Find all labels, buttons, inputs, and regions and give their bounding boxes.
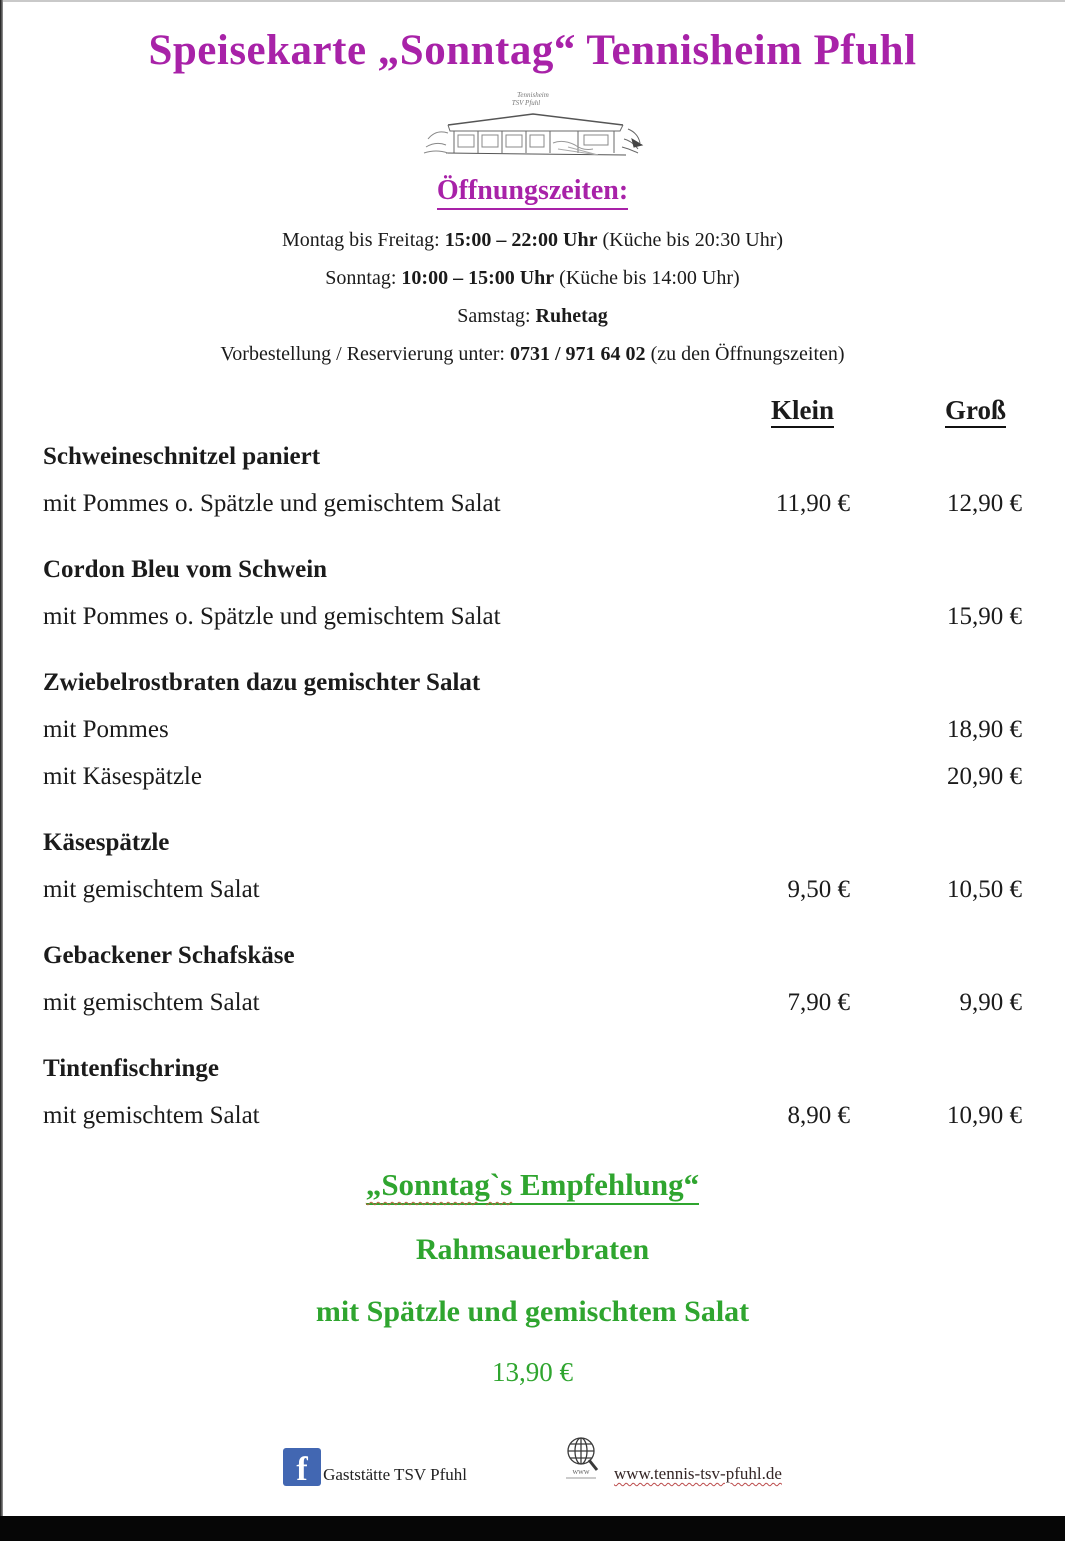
price-gross: 18,90 € xyxy=(947,716,1022,743)
price-gross: 12,90 € xyxy=(947,490,1022,517)
variant-description: mit gemischtem Salat xyxy=(43,989,260,1016)
item-name: Gebackener Schafskäse xyxy=(43,942,295,969)
variant-description: mit gemischtem Salat xyxy=(43,876,260,903)
clubhouse-sketch-image xyxy=(418,87,648,165)
page-title: Speisekarte „Sonntag“ Tennisheim Pfuhl xyxy=(148,27,917,74)
opening-hours-heading: Öffnungszeiten: xyxy=(437,175,628,210)
special-heading: „Sonntag`s Empfehlung“ xyxy=(0,1167,1065,1203)
price-klein: 9,50 € xyxy=(787,876,850,903)
website-url: www.tennis-tsv-pfuhl.de xyxy=(613,1464,782,1483)
variant-description: mit Pommes o. Spätzle und gemischtem Salat xyxy=(43,603,501,630)
item-variant-row xyxy=(43,602,1022,632)
column-header-klein: Klein xyxy=(710,395,850,426)
svg-text:WWW: WWW xyxy=(572,1470,590,1476)
price-klein: 11,90 € xyxy=(775,490,850,517)
special-dish-name: Rahmsauerbraten xyxy=(415,1233,650,1266)
website-link[interactable] xyxy=(562,1434,782,1486)
variant-description: mit Käsespätzle xyxy=(43,763,202,790)
item-name: Schweineschnitzel paniert xyxy=(43,443,321,470)
variant-description: mit gemischtem Salat xyxy=(43,1102,260,1129)
page-top-edge xyxy=(0,0,1065,2)
item-name: Zwiebelrostbraten dazu gemischter Salat xyxy=(43,669,481,696)
price-klein: 8,90 € xyxy=(787,1102,850,1129)
item-name: Cordon Bleu vom Schwein xyxy=(43,556,328,583)
menu-item-zwiebelrostbraten xyxy=(43,668,1022,792)
item-name: Käsespätzle xyxy=(43,829,170,856)
price-klein: 7,90 € xyxy=(787,989,850,1016)
footer xyxy=(0,1434,1065,1486)
hours-line-weekdays: Montag bis Freitag: 15:00 – 22:00 Uhr (Küche bis 20:30 Uhr) xyxy=(281,229,784,251)
menu-item-schweineschnitzel xyxy=(43,442,1022,519)
price-gross: 9,90 € xyxy=(959,989,1022,1016)
item-variant-row xyxy=(43,988,1022,1018)
price-gross: 10,50 € xyxy=(947,876,1022,903)
variant-description: mit Pommes xyxy=(43,716,169,743)
facebook-icon: f xyxy=(283,1448,321,1486)
svg-text:Tennisheim: Tennisheim xyxy=(516,91,549,99)
menu-table xyxy=(43,395,1022,1131)
clubhouse-logo xyxy=(0,87,1065,165)
item-variant-row xyxy=(43,715,1022,745)
svg-text:TSV Pfuhl: TSV Pfuhl xyxy=(511,99,540,107)
special-dish-price: 13,90 € xyxy=(492,1357,573,1387)
price-gross: 10,90 € xyxy=(947,1102,1022,1129)
item-variant-row xyxy=(43,875,1022,905)
opening-hours-section xyxy=(0,169,1065,365)
globe-icon xyxy=(562,1434,604,1486)
price-gross: 20,90 € xyxy=(947,763,1022,790)
page-left-edge xyxy=(0,0,3,1541)
screenshot-bottom-bar xyxy=(0,1516,1065,1541)
hours-line-saturday: Samstag: Ruhetag xyxy=(457,305,608,327)
menu-item-kaesespaetzle xyxy=(43,828,1022,905)
hours-line-sunday: Sonntag: 10:00 – 15:00 Uhr (Küche bis 14:00 Uhr) xyxy=(325,267,740,289)
facebook-page-label: Gaststätte TSV Pfuhl xyxy=(323,1465,467,1484)
special-dish-description: mit Spätzle und gemischtem Salat xyxy=(315,1295,750,1328)
reservation-line: Vorbestellung / Reservierung unter: 0731 / 971 64 02 (zu den Öffnungszeiten) xyxy=(220,343,845,365)
item-variant-row xyxy=(43,1101,1022,1131)
column-header-gross: Groß xyxy=(850,395,1022,426)
menu-item-cordon-bleu xyxy=(43,555,1022,632)
sunday-special-section xyxy=(0,1167,1065,1388)
menu-item-schafskaese xyxy=(43,941,1022,1018)
variant-description: mit Pommes o. Spätzle und gemischtem Salat xyxy=(43,490,501,517)
facebook-link[interactable] xyxy=(283,1448,467,1486)
item-name: Tintenfischringe xyxy=(43,1055,219,1082)
item-variant-row xyxy=(43,489,1022,519)
price-gross: 15,90 € xyxy=(947,603,1022,630)
menu-item-tintenfischringe xyxy=(43,1054,1022,1131)
price-column-headers xyxy=(43,395,1022,426)
item-variant-row xyxy=(43,762,1022,792)
